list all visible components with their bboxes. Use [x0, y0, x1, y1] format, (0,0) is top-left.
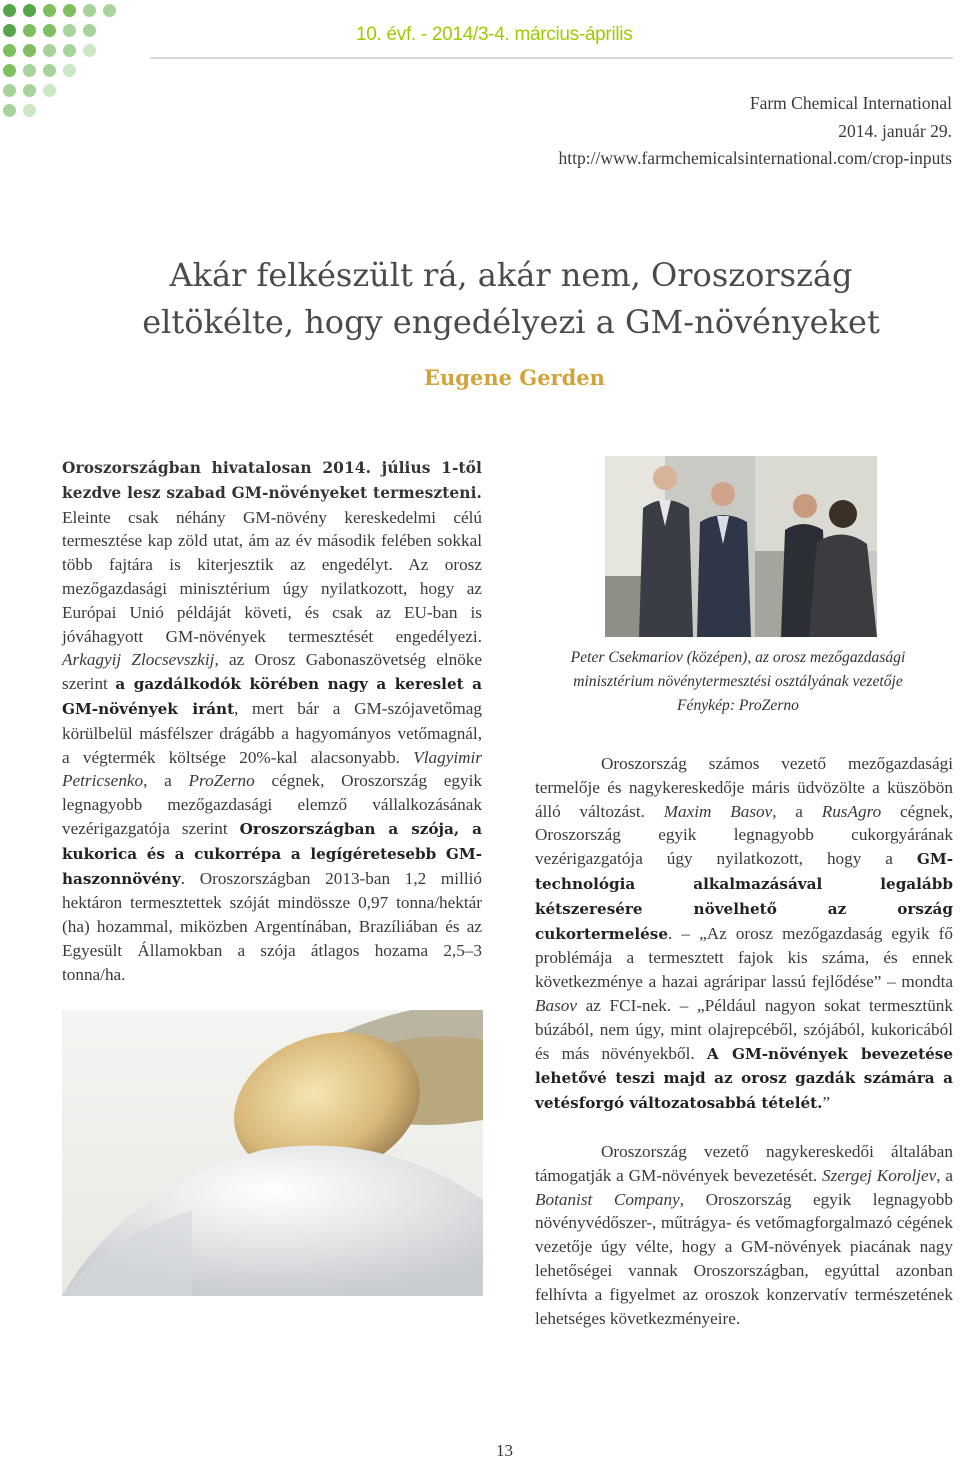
body-text: . – „Az orosz mezőgazdaság egyik fő problémája a termesztett fajok kis száma, és ennek következménye a hazai agráripar lassú fejlődése” – mondta — [535, 923, 953, 992]
decorative-dot — [43, 84, 56, 97]
officials-photo — [605, 456, 877, 637]
photo-caption — [548, 646, 928, 718]
title-line-2: eltökélte, hogy engedélyezi a GM-növényeket — [142, 303, 880, 341]
decorative-dot — [23, 44, 36, 57]
body-text: , a — [772, 801, 822, 821]
body-text: , a — [143, 771, 189, 791]
decorative-dot — [23, 64, 36, 77]
body-text: , a — [936, 1165, 953, 1185]
company-name: ProZerno — [188, 771, 255, 791]
decorative-dot — [3, 4, 16, 17]
decorative-dot — [3, 24, 16, 37]
body-text: , mert bár a GM-szójavetőmag körülbelül másfélszer drágább a hagyományos vetőmagnál, a végtermék költsége 20%-kal alacsonyabb. — [62, 698, 482, 767]
sugar-beet-photo — [62, 1010, 483, 1296]
decorative-dot — [23, 4, 36, 17]
decorative-dot — [43, 4, 56, 17]
source-block — [559, 90, 952, 173]
decorative-dot — [23, 24, 36, 37]
decorative-dot — [43, 24, 56, 37]
decorative-dot — [43, 64, 56, 77]
body-text: Oroszország vezető nagykereskedői általában támogatják a GM-növények bevezetését. — [535, 1141, 953, 1185]
left-paragraph — [62, 456, 482, 987]
decorative-dot — [3, 84, 16, 97]
person-name: Arkagyij Zlocsevszkij — [62, 650, 215, 670]
lead-text: Oroszországban hivatalosan 2014. július 1-től kezdve lesz szabad GM-növényeket termeszteni. — [62, 459, 482, 502]
body-text: . Oroszországban 2013-ban 1,2 millió hektáron termesztettek szóját mindössze 0,97 tonna/hektár (ha) hozammal, miközben Argentínában, Brazíliában és az Egyesült Államokban a szója átlagos hozama 2,5–3 tonna/ha. — [62, 868, 482, 984]
article-author: Eugene Gerden — [424, 365, 605, 390]
bold-text: Oroszországban a szója, a kukorica és a cukorrépa a legígéretesebb GM-haszonnövény — [62, 819, 483, 888]
person-name: Basov — [535, 995, 578, 1015]
bold-text: A GM-növények bevezetése lehetővé teszi majd az orosz gazdák számára a vetésforgó változatosabbá tételét. — [535, 1044, 953, 1113]
decorative-dot — [23, 84, 36, 97]
person-name: Maxim Basov — [663, 801, 773, 821]
source-date: 2014. január 29. — [838, 120, 952, 141]
decorative-dot — [63, 44, 76, 57]
body-text: Oroszország számos vezető mezőgazdasági termelője és nagykereskedője máris üdvözölte a küszöbön álló változást. — [535, 754, 953, 821]
body-text: cégnek, Oroszország egyik legnagyobb mezőgazdasági elemző vállalkozásának vezérigazgatója szerint — [62, 771, 482, 838]
decorative-dot — [63, 24, 76, 37]
decorative-dot — [3, 64, 16, 77]
decorative-dot — [83, 44, 96, 57]
body-text: cégnek, Oroszország egyik legnagyobb cukorgyárának vezérigazgatója úgy nyilatkozott, hogy a — [535, 801, 953, 869]
right-paragraph-2 — [535, 1140, 953, 1330]
caption-line-2: minisztérium növénytermesztési osztályának vezetője — [573, 673, 903, 690]
body-text: , Oroszország egyik legnagyobb növényvédőszer-, műtrágya- és vetőmagforgalmazó cégének vezetője úgy vélte, hogy a GM-növények piacának nagy lehetőségei vannak Oroszországban, egyúttal azonban felhívta a figyelmet az oroszok konzervatív természetének lehetséges következményeire. — [535, 1189, 953, 1328]
person-name: Szergej Koroljev — [821, 1165, 937, 1185]
decorative-dot — [103, 4, 116, 17]
decorative-dot — [43, 44, 56, 57]
decorative-dot — [3, 104, 16, 117]
decorative-dot — [63, 4, 76, 17]
header-rule — [150, 57, 953, 59]
decorative-dot — [63, 64, 76, 77]
right-paragraph-1 — [535, 752, 953, 1116]
person-name: Vlagyimir Petricsenko — [62, 747, 482, 791]
company-name: Botanist Company — [535, 1189, 680, 1209]
article-title — [0, 252, 960, 346]
decorative-dot — [23, 104, 36, 117]
bold-text: GM-technológia alkalmazásával legalább kétszeresére növelhető az ország cukortermelése — [535, 850, 953, 943]
body-text: az FCI-nek. – „Például nagyon sokat termesztünk búzából, nem úgy, mint olajrepcéből, szójából, kukoricából és más növényekből. — [535, 995, 953, 1063]
body-text: ” — [822, 1093, 831, 1113]
issue-header: 10. évf. - 2014/3-4. március-április — [356, 24, 633, 45]
decorative-dot — [83, 24, 96, 37]
decorative-dot — [3, 44, 16, 57]
source-publication: Farm Chemical International — [749, 93, 952, 113]
title-line-1: Akár felkészült rá, akár nem, Oroszország — [169, 256, 853, 294]
caption-line-1: Peter Csekmariov (középen), az orosz mezőgazdasági — [570, 649, 906, 666]
bold-text: a gazdálkodók körében nagy a kereslet a GM-növények iránt — [62, 675, 482, 718]
body-text: Eleinte csak néhány GM-növény kereskedelmi célú termesztése kap zöld utat, ám az év második felében sokkal több fajtára is kiterjesztik az engedélyt. Az orosz mezőgazdasági minisztérium úgy nyilatkozott, hogy az Európai Unió példáját követi, és csak az EU-ban is jóváhagyott GM-növények termesztését engedélyezi. — [62, 507, 482, 646]
article-column-left — [62, 456, 482, 987]
decorative-dot — [83, 4, 96, 17]
article-column-right — [535, 752, 953, 1330]
source-url[interactable]: http://www.farmchemicalsinternational.com/crop-inputs — [558, 148, 952, 168]
company-name: RusAgro — [821, 801, 882, 821]
page-number: 13 — [496, 1441, 513, 1460]
caption-line-3: Fénykép: ProZerno — [677, 697, 799, 714]
body-text: , az Orosz Gabonaszövetség elnöke szerint — [62, 650, 483, 694]
